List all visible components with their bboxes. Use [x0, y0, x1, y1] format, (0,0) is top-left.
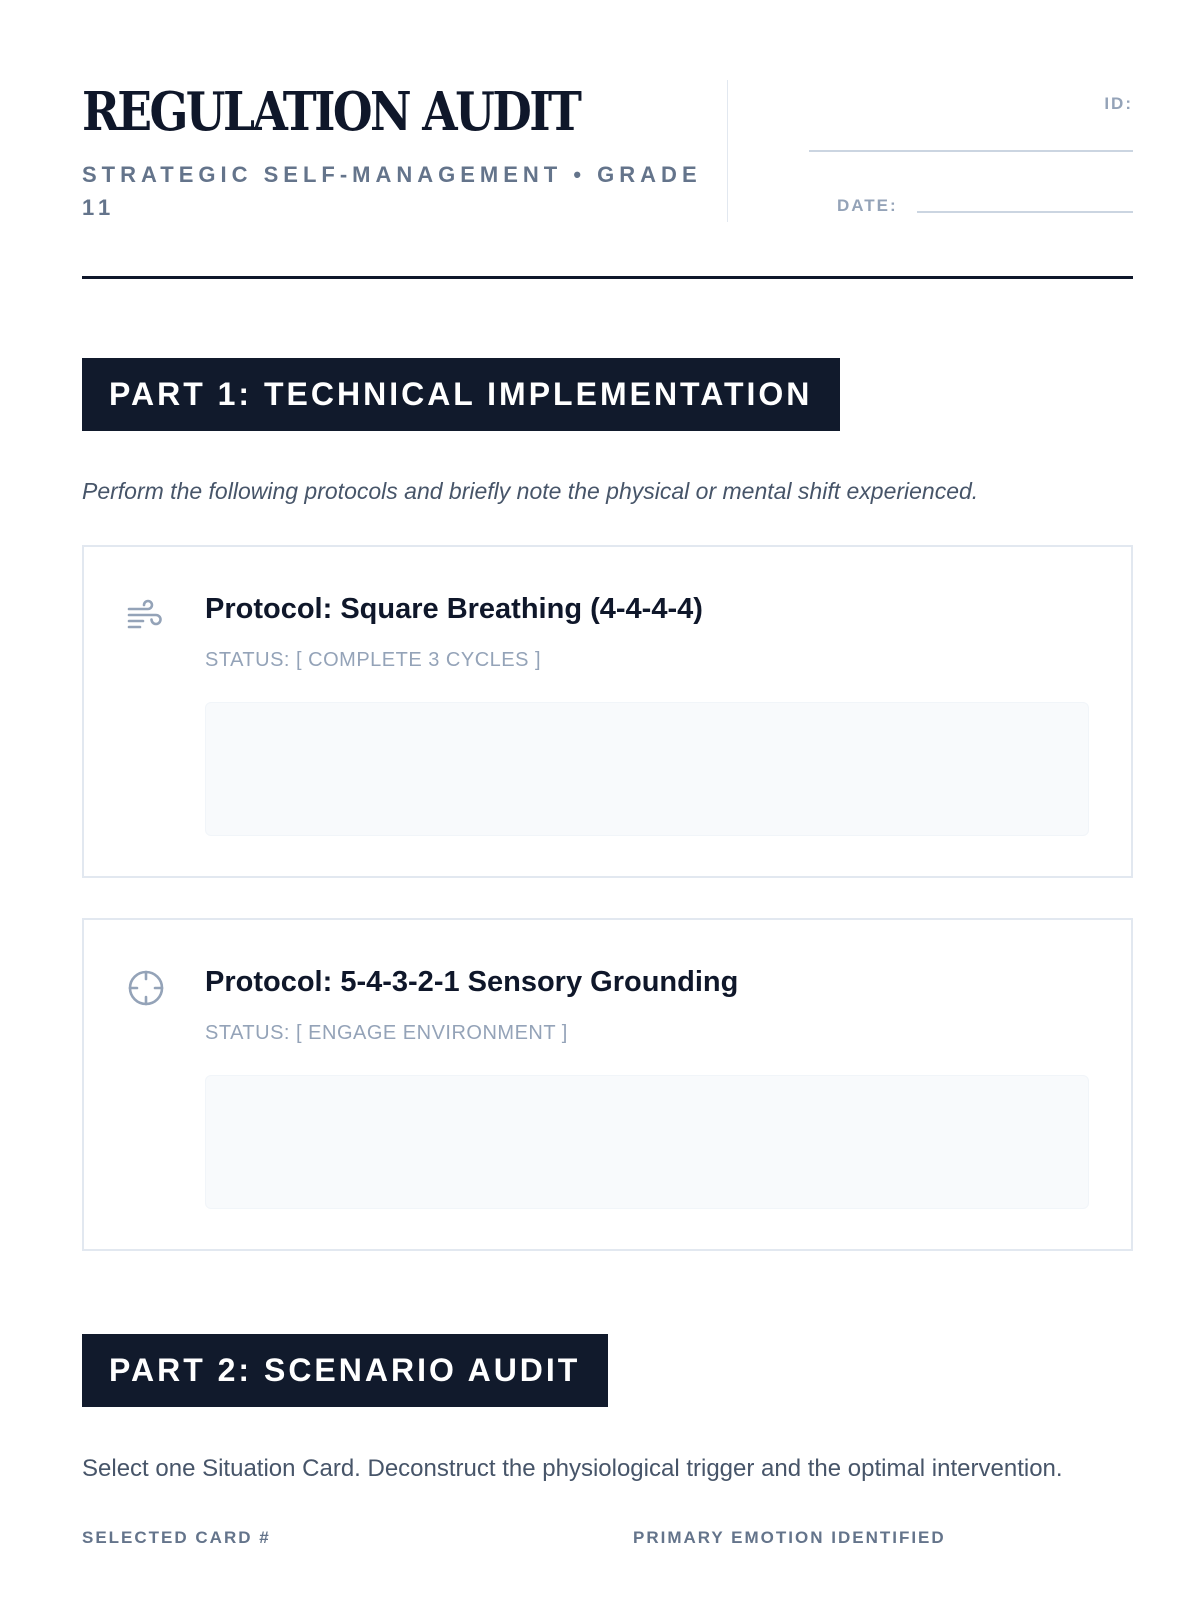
primary-emotion-label: PRIMARY EMOTION IDENTIFIED	[633, 1528, 946, 1547]
protocol-card	[82, 545, 1133, 878]
protocol-card	[82, 918, 1133, 1251]
crosshair-icon	[126, 968, 166, 1008]
protocol-status: STATUS: [ COMPLETE 3 CYCLES ]	[205, 649, 542, 671]
page-subtitle: STRATEGIC SELF-MANAGEMENT • GRADE 11	[82, 162, 702, 220]
date-label: DATE:	[837, 196, 898, 215]
header-rule	[82, 276, 1133, 279]
id-label: ID:	[1104, 94, 1133, 113]
protocol-title: Protocol: Square Breathing (4-4-4-4)	[205, 593, 703, 625]
date-field[interactable]	[917, 211, 1133, 213]
part2-heading: PART 2: SCENARIO AUDIT	[82, 1334, 608, 1407]
wind-icon	[126, 595, 166, 635]
worksheet-header	[82, 80, 1133, 222]
part1-heading: PART 1: TECHNICAL IMPLEMENTATION	[82, 358, 840, 431]
id-field[interactable]	[809, 150, 1133, 152]
protocol-title: Protocol: 5-4-3-2-1 Sensory Grounding	[205, 966, 739, 998]
protocol-response-box[interactable]	[205, 1075, 1089, 1209]
part2-instructions: Select one Situation Card. Deconstruct the physiological trigger and the optimal intervention.	[82, 1455, 1063, 1482]
protocol-response-box[interactable]	[205, 702, 1089, 836]
protocol-status: STATUS: [ ENGAGE ENVIRONMENT ]	[205, 1022, 568, 1044]
part1-instructions: Perform the following protocols and briefly note the physical or mental shift experienced.	[82, 478, 979, 504]
selected-card-label: SELECTED CARD #	[82, 1528, 271, 1547]
header-divider	[727, 80, 728, 222]
page-title: REGULATION AUDIT	[82, 81, 580, 143]
